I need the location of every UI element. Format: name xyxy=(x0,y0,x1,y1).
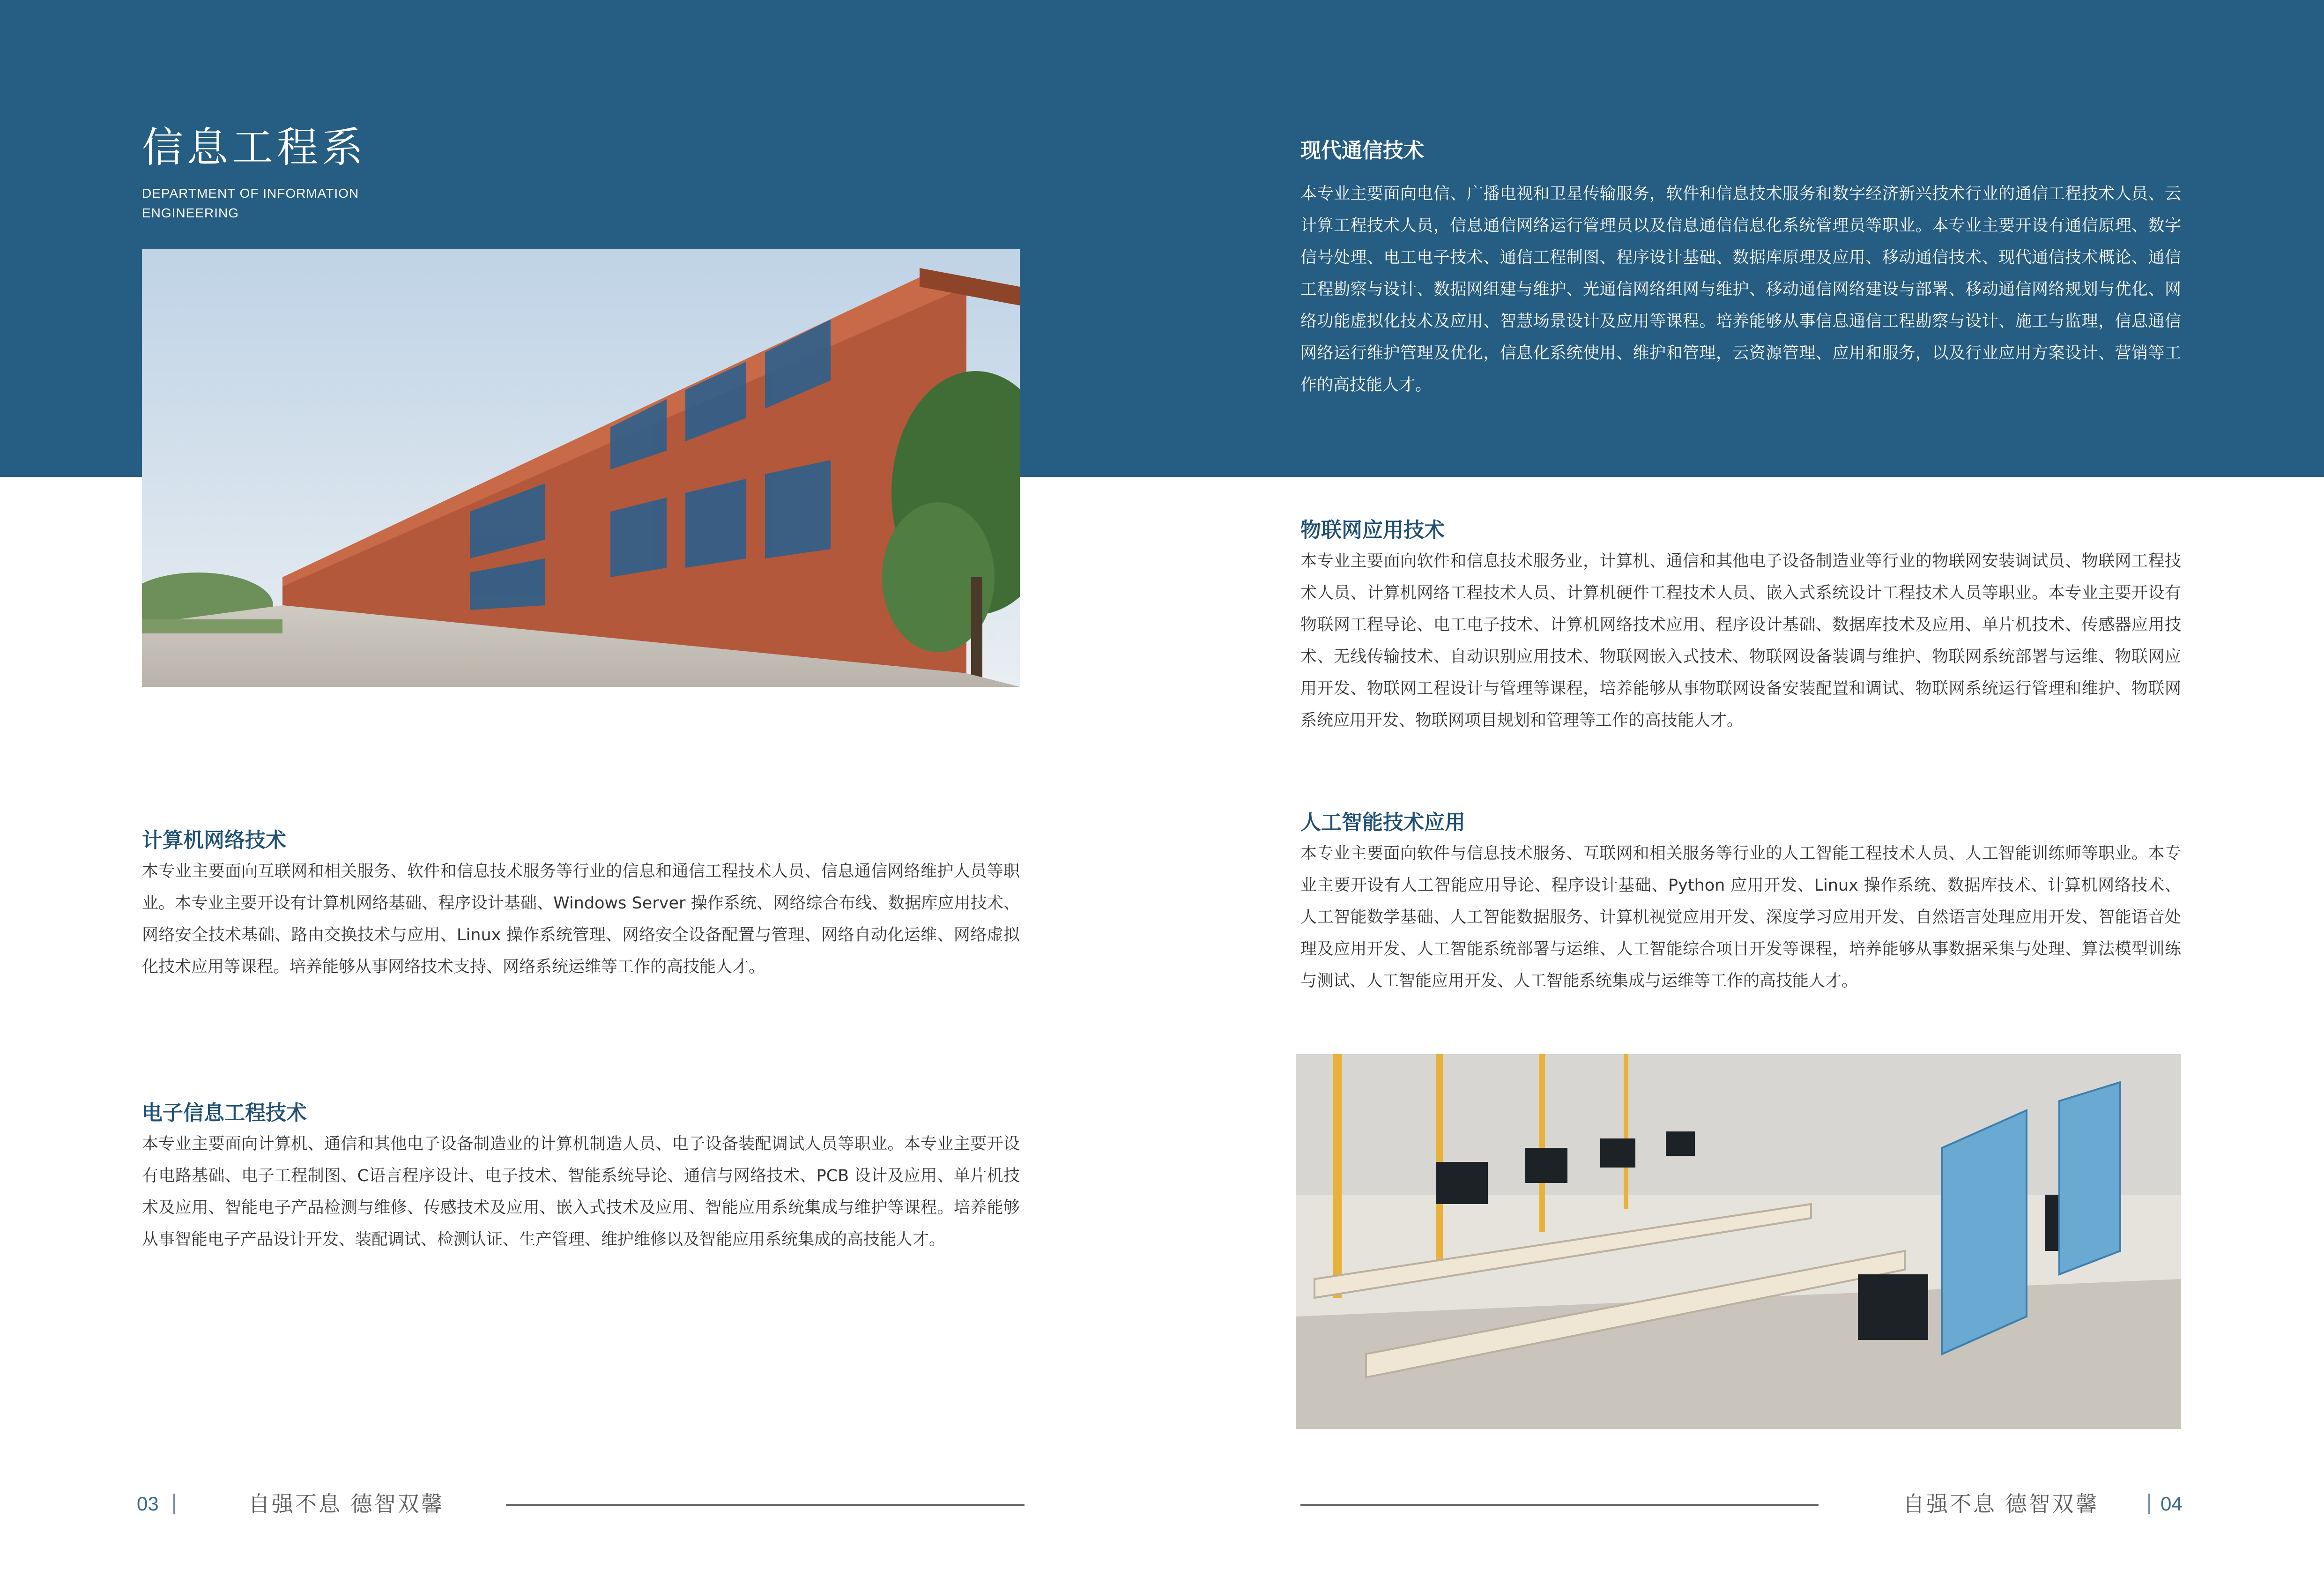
page-number-right: 04 xyxy=(2161,1493,2183,1515)
section-title: 物联网应用技术 xyxy=(1300,518,1445,542)
section-body: 本专业主要面向计算机、通信和其他电子设备制造业的计算机制造人员、电子设备装配调试人员等职业。本专业主要开设有电路基础、电子工程制图、C语言程序设计、电子技术、智能系统导论、通信与网络技术、PCB 设计及应用、单片机技术及应用、智能电子产品检测与维修、传感技术及应用、嵌入式技术及应用、智能应用系统集成与维护等课程。培养能够从事智能电子产品设计开发、装配调试、检测认证、生产管理、维护维修以及智能应用系统集成的高技能人才。 xyxy=(142,1135,1020,1249)
section-title: 电子信息工程技术 xyxy=(142,1101,307,1125)
page-number-left: 03 xyxy=(137,1493,159,1515)
footer-slogan-left: 自强不息 德智双馨 xyxy=(248,1491,445,1517)
footer-divider-left xyxy=(173,1494,175,1514)
department-title: 信息工程系 xyxy=(142,123,367,171)
section-modern-comm xyxy=(1300,136,2181,401)
section-body: 本专业主要面向电信、广播电视和卫星传输服务，软件和信息技术服务和数字经济新兴技术行业的通信工程技术人员、云计算工程技术人员，信息通信网络运行管理员以及信息通信信息化系统管理员等职业。本专业主要开设有通信原理、数字信号处理、电工电子技术、通信工程制图、程序设计基础、数据库原理及应用、移动通信技术、现代通信技术概论、通信工程勘察与设计、数据网组建与维护、光通信网络组网与维护、移动通信网络建设与部署、移动通信网络规划与优化、网络功能虚拟化技术及应用、智慧场景设计及应用等课程。培养能够从事信息通信工程勘察与设计、施工与监理，信息通信网络运行维护管理及优化，信息化系统使用、维护和管理，云资源管理、应用和服务，以及行业应用方案设计、营销等工作的高技能人才。 xyxy=(1300,185,2181,394)
section-computer-network xyxy=(142,826,1020,983)
footer-rule-left xyxy=(506,1504,1025,1506)
footer-rule-right xyxy=(1300,1504,1819,1506)
footer-divider-right xyxy=(2148,1494,2150,1514)
department-subtitle-en: DEPARTMENT OF INFORMATION ENGINEERING xyxy=(142,186,359,220)
lab-illustration xyxy=(1296,1054,2181,1429)
building-photo xyxy=(142,249,1020,687)
section-title: 人工智能技术应用 xyxy=(1300,811,1465,834)
computer-lab-photo xyxy=(1296,1054,2181,1429)
section-title: 现代通信技术 xyxy=(1300,139,1424,163)
section-title: 计算机网络技术 xyxy=(142,828,286,852)
section-body: 本专业主要面向互联网和相关服务、软件和信息技术服务等行业的信息和通信工程技术人员、信息通信网络维护人员等职业。本专业主要开设有计算机网络基础、程序设计基础、Windows Server 操作系统、网络综合布线、数据库应用技术、网络安全技术基础、路由交换技术与应用、Linux 操作系统管理、网络安全设备配置与管理、网络自动化运维、网络虚拟化技术应用等课程。培养能够从事网络技术支持、网络系统运维等工作的高技能人才。 xyxy=(142,862,1020,976)
section-body: 本专业主要面向软件和信息技术服务业，计算机、通信和其他电子设备制造业等行业的物联网安装调试员、物联网工程技术人员、计算机网络工程技术人员、计算机硬件工程技术人员、嵌入式系统设计工程技术人员等职业。本专业主要开设有物联网工程导论、电工电子技术、计算机网络技术应用、程序设计基础、数据库技术及应用、单片机技术、传感器应用技术、无线传输技术、自动识别应用技术、物联网嵌入式技术、物联网设备装调与维护、物联网系统部署与运维、物联网应用开发、物联网工程设计与管理等课程，培养能够从事物联网设备安装配置和调试、物联网系统运行管理和维护、物联网系统应用开发、物联网项目规划和管理等工作的高技能人才。 xyxy=(1300,552,2181,730)
footer-slogan-right: 自强不息 德智双馨 xyxy=(1903,1491,2099,1517)
section-body: 本专业主要面向软件与信息技术服务、互联网和相关服务等行业的人工智能工程技术人员、人工智能训练师等职业。本专业主要开设有人工智能应用导论、程序设计基础、Python 应用开发、Linux 操作系统、数据库技术、计算机网络技术、人工智能数学基础、人工智能数据服务、计算机视觉应用开发、深度学习应用开发、自然语言处理应用开发、智能语音处理及应用开发、人工智能系统部署与运维、人工智能综合项目开发等课程，培养能够从事数据采集与处理、算法模型训练与测试、人工智能应用开发、人工智能系统集成与运维等工作的高技能人才。 xyxy=(1300,844,2181,990)
section-iot xyxy=(1300,515,2181,736)
section-electronic-info xyxy=(142,1098,1020,1256)
section-ai xyxy=(1300,808,2181,997)
building-illustration xyxy=(142,249,1020,687)
